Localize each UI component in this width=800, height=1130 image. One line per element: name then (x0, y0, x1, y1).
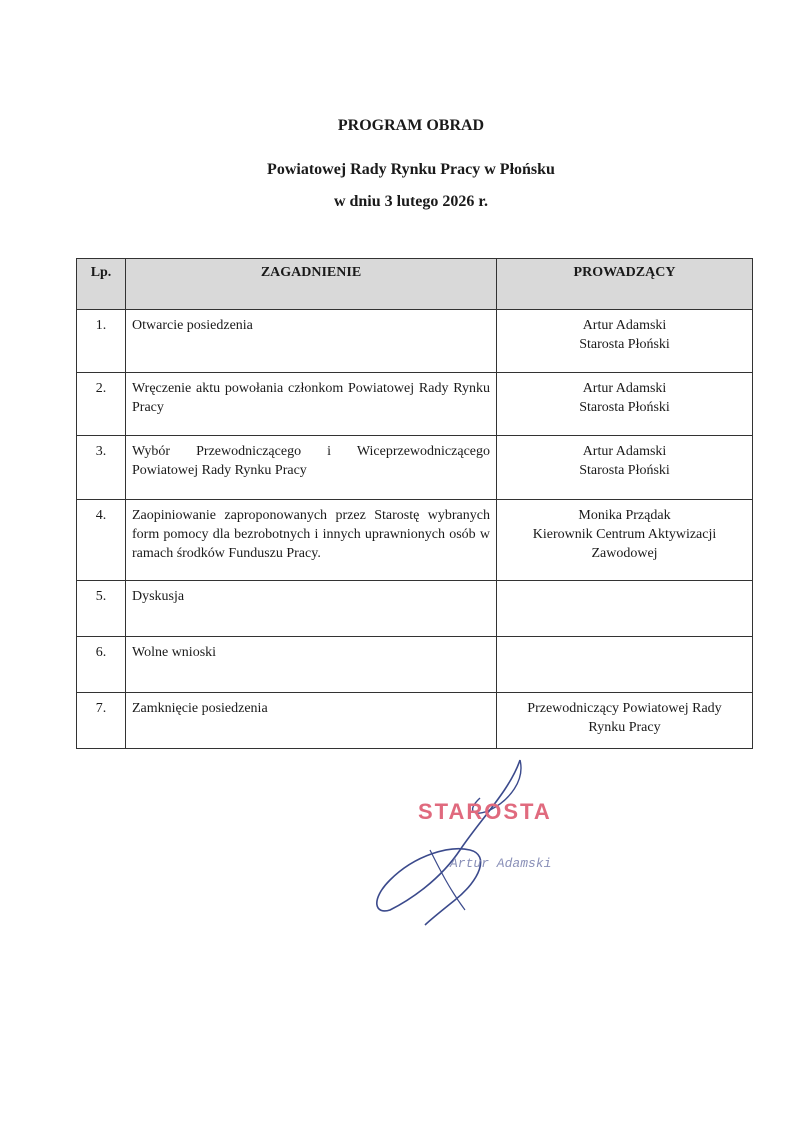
row-number: 2. (77, 373, 126, 436)
table-row (77, 310, 753, 373)
lead-line: Przewodniczący Powiatowej Rady (527, 701, 722, 716)
row-topic: Wręczenie aktu powołania członkom Powiatowej Rady Rynku Pracy (126, 373, 497, 436)
lead-line: Rynku Pracy (588, 720, 661, 735)
row-lead (497, 581, 753, 637)
lead-line: Starosta Płoński (579, 400, 670, 415)
lead-line: Monika Prządak (578, 508, 671, 523)
row-lead (497, 693, 753, 749)
row-lead (497, 373, 753, 436)
row-lead (497, 310, 753, 373)
lead-line: Artur Adamski (582, 381, 667, 396)
table-row (77, 373, 753, 436)
table-header-row (77, 259, 753, 310)
table-row (77, 581, 753, 637)
row-number: 4. (77, 500, 126, 581)
row-number: 6. (77, 637, 126, 693)
lead-line: Starosta Płoński (579, 337, 670, 352)
table-row (77, 637, 753, 693)
table-row (77, 500, 753, 581)
agenda-table (76, 258, 753, 749)
row-topic: Wybór Przewodniczącego i Wiceprzewodniczącego Powiatowej Rady Rynku Pracy (126, 436, 497, 500)
stamp-name: Artur Adamski (450, 856, 552, 871)
lead-line: Kierownik Centrum Aktywizacji (532, 527, 717, 542)
lead-line: Artur Adamski (582, 318, 667, 333)
row-number: 1. (77, 310, 126, 373)
handwritten-signature (370, 750, 570, 940)
row-topic: Zaopiniowanie zaproponowanych przez Starostę wybranych form pomocy dla bezrobotnych i innych uprawnionych osób w ramach środków Funduszu Pracy. (126, 500, 497, 581)
lead-line: Zawodowej (591, 546, 658, 561)
lead-line: Artur Adamski (582, 444, 667, 459)
column-header-lp: Lp. (77, 259, 126, 310)
row-topic: Otwarcie posiedzenia (126, 310, 497, 373)
stamp-title: STAROSTA (418, 799, 552, 824)
row-topic: Zamknięcie posiedzenia (126, 693, 497, 749)
document-subtitle: Powiatowej Rady Rynku Pracy w Płońsku (267, 161, 555, 178)
row-lead (497, 637, 753, 693)
table-row (77, 436, 753, 500)
lead-line: Starosta Płoński (579, 463, 670, 478)
row-number: 3. (77, 436, 126, 500)
row-topic: Dyskusja (126, 581, 497, 637)
row-topic: Wolne wnioski (126, 637, 497, 693)
row-lead (497, 436, 753, 500)
row-lead (497, 500, 753, 581)
document-title: PROGRAM OBRAD (337, 117, 485, 134)
document-date: w dniu 3 lutego 2026 r. (333, 193, 489, 210)
row-number: 5. (77, 581, 126, 637)
column-header-topic: ZAGADNIENIE (126, 259, 497, 310)
table-row (77, 693, 753, 749)
row-number: 7. (77, 693, 126, 749)
column-header-lead: PROWADZĄCY (497, 259, 753, 310)
